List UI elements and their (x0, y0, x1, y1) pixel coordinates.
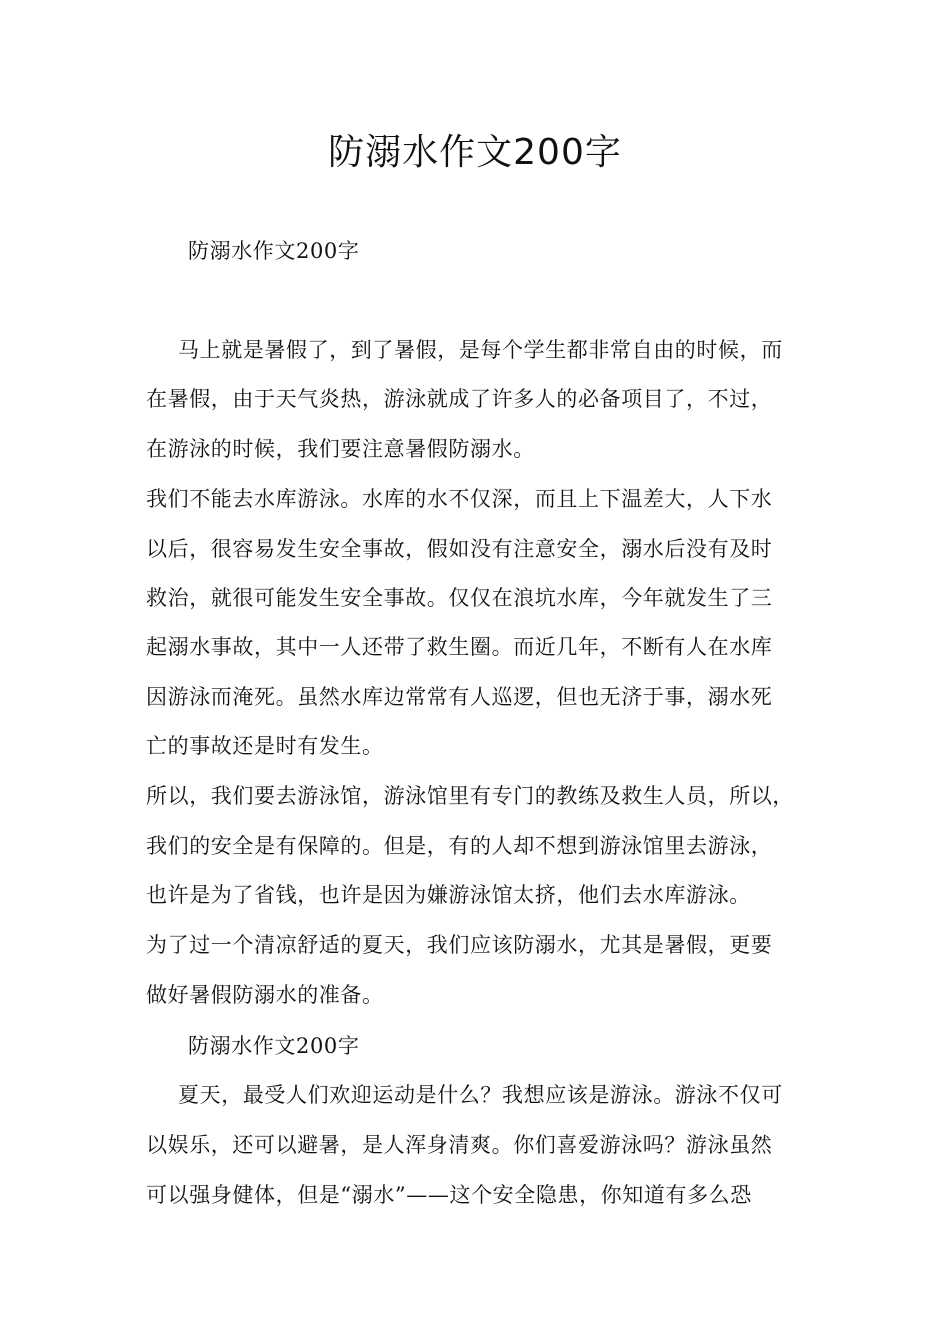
paragraph-line: 马上就是暑假了，到了暑假，是每个学生都非常自由的时候，而 (178, 338, 783, 362)
paragraph-line: 也许是为了省钱，也许是因为嫌游泳馆太挤，他们去水库游泳。 (146, 883, 751, 907)
document-title: 防溺水作文200字 (328, 132, 622, 173)
paragraph-line: 我们不能去水库游泳。水库的水不仅深，而且上下温差大，人下水 (146, 487, 773, 511)
section-heading-2: 防溺水作文200字 (188, 1034, 360, 1058)
paragraph-line: 以后，很容易发生安全事故，假如没有注意安全，溺水后没有及时 (146, 537, 773, 561)
paragraph-line: 以娱乐，还可以避暑，是人浑身清爽。你们喜爱游泳吗？游泳虽然 (146, 1133, 773, 1157)
paragraph-line: 我们的安全是有保障的。但是，有的人却不想到游泳馆里去游泳， (146, 834, 773, 858)
paragraph-line: 为了过一个清凉舒适的夏天，我们应该防溺水，尤其是暑假，更要 (146, 933, 773, 957)
paragraph-line: 救治，就很可能发生安全事故。仅仅在浪坑水库，今年就发生了三 (146, 586, 773, 610)
paragraph-line: 起溺水事故，其中一人还带了救生圈。而近几年，不断有人在水库 (146, 635, 773, 659)
paragraph-line: 在暑假，由于天气炎热，游泳就成了许多人的必备项目了，不过， (146, 387, 773, 411)
paragraph-line: 可以强身健体，但是“溺水”——这个安全隐患，你知道有多么恐 (146, 1183, 752, 1207)
paragraph-line: 亡的事故还是时有发生。 (146, 734, 384, 758)
section-heading-1: 防溺水作文200字 (188, 239, 360, 263)
paragraph-line: 所以，我们要去游泳馆，游泳馆里有专门的教练及救生人员，所以， (146, 784, 794, 808)
paragraph-line: 在游泳的时候，我们要注意暑假防溺水。 (146, 437, 535, 461)
paragraph-line: 做好暑假防溺水的准备。 (146, 983, 384, 1007)
paragraph-line: 夏天，最受人们欢迎运动是什么？我想应该是游泳。游泳不仅可 (178, 1083, 783, 1107)
paragraph-line: 因游泳而淹死。虽然水库边常常有人巡逻，但也无济于事，溺水死 (146, 685, 773, 709)
